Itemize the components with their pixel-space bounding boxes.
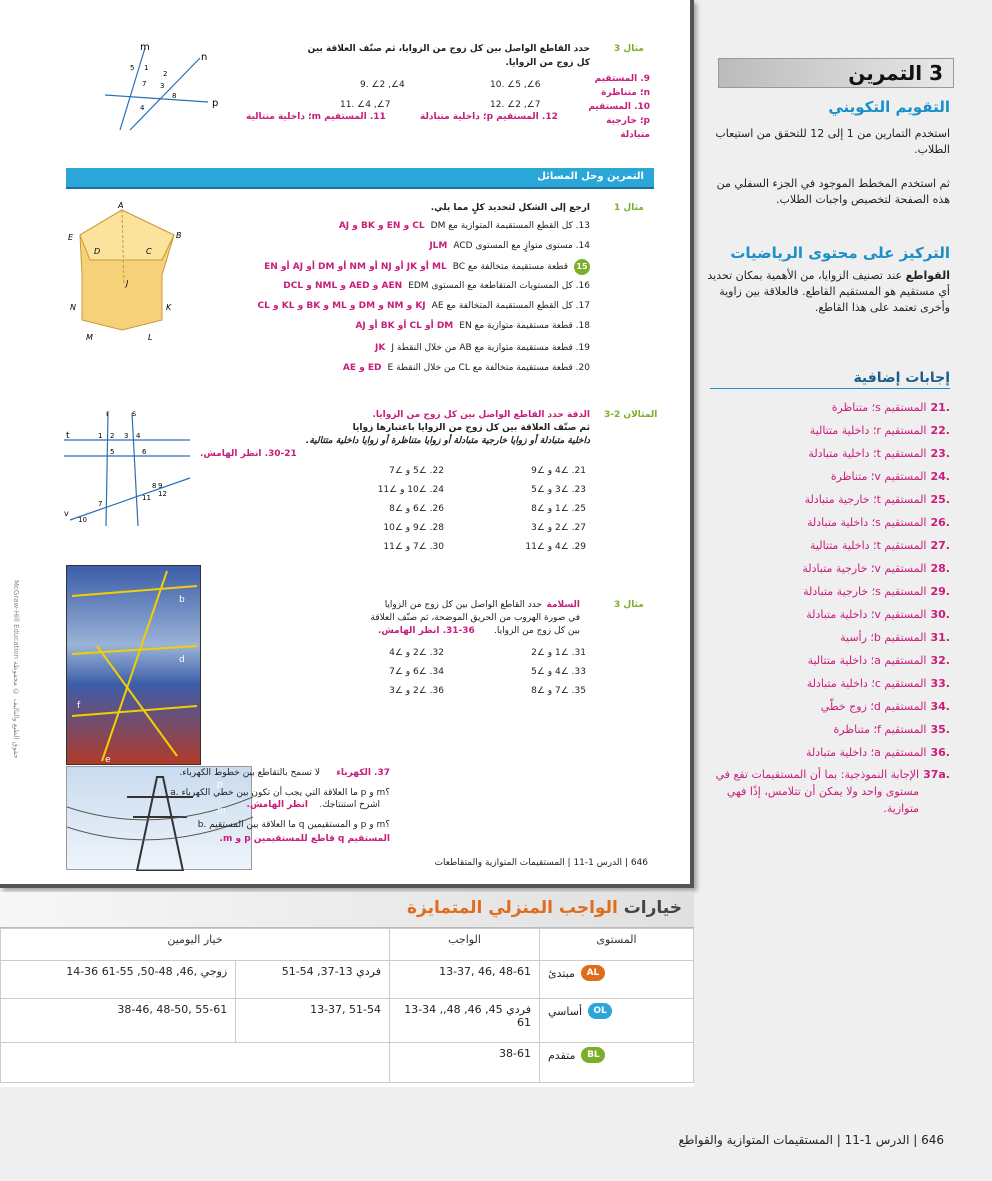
svg-text:5: 5 bbox=[110, 448, 115, 456]
q37-title: 37. الكهرباء bbox=[336, 768, 390, 778]
safety-example-label: مثال 3 bbox=[614, 600, 644, 610]
line-n bbox=[130, 58, 200, 130]
q12: 12. ∠2 ,∠7 bbox=[490, 100, 541, 110]
math-focus-text: عند تصنيف الزوايا، من الأهمية بمكان تحديد أي مستقيم هو المستقيم القاطع. فالعلاقة بين زاوية وأخرى تعتمد على هذا القاطع. bbox=[707, 269, 950, 314]
formative-paragraph-2: ثم استخدم المخطط الموجود في الجزء السفلي من هذه الصفحة لتخصيص واجبات الطلاب. bbox=[716, 177, 950, 206]
answer-9: 9. المستقيم n؛ متناظرة bbox=[594, 74, 650, 98]
svg-text:8: 8 bbox=[172, 92, 177, 100]
svg-text:r: r bbox=[106, 409, 110, 418]
svg-text:1: 1 bbox=[144, 64, 149, 72]
q18: 18. قطعة مستقيمة متوازية مع EN bbox=[459, 321, 590, 331]
example-3-label: مثال 3 bbox=[614, 44, 644, 54]
badge-bl: BL bbox=[581, 1047, 605, 1063]
svg-text:12: 12 bbox=[158, 490, 167, 498]
q15-row bbox=[264, 259, 590, 275]
svg-text:A: A bbox=[118, 201, 124, 210]
svg-text:1: 1 bbox=[98, 432, 103, 440]
svg-text:7: 7 bbox=[142, 80, 147, 88]
q18-row bbox=[355, 319, 590, 333]
cell-two-day-2: 38-46, 48-50, 55-61 bbox=[1, 999, 236, 1043]
cell-two-day bbox=[1, 1043, 390, 1083]
example-1-label: مثال 1 bbox=[614, 203, 644, 213]
answer-37a: 37a. الإجابة النموذجية: بما أن المستقيمات تقع في مستوى واحد ولا يمكن أن تتلامس، إذًا فهي متوازية. bbox=[715, 768, 950, 815]
svg-text:10: 10 bbox=[78, 516, 87, 524]
answer-28: 28. المستقيم v؛ خارجية متبادلة bbox=[802, 562, 950, 575]
table-row bbox=[1, 1043, 694, 1083]
answer-23: 23. المستقيم t؛ داخلية متبادلة bbox=[808, 447, 950, 460]
math-focus-paragraph bbox=[700, 268, 950, 348]
q13-answer: AJ و BK و EN و CL bbox=[338, 221, 425, 231]
answer-32: 32. المستقيم a؛ داخلية متتالية bbox=[807, 654, 950, 667]
q11: 11. ∠4 ,∠7 bbox=[340, 100, 391, 110]
svg-text:D: D bbox=[94, 247, 101, 256]
q13: 13. كل القطع المستقيمة المتوازية مع DM bbox=[430, 221, 590, 231]
answer-26: 26. المستقيم s؛ داخلية متبادلة bbox=[807, 516, 950, 529]
additional-answers-header bbox=[710, 370, 950, 389]
math-focus-heading: التركيز على محتوى الرياضيات bbox=[730, 244, 950, 262]
examples-2-3-label: المثالان 2-3 bbox=[604, 410, 658, 420]
cell-level bbox=[540, 999, 694, 1043]
svg-text:8: 8 bbox=[152, 482, 157, 490]
svg-text:e: e bbox=[105, 755, 111, 765]
svg-text:v: v bbox=[64, 509, 69, 518]
svg-text:t: t bbox=[66, 431, 70, 441]
q10: 10. ∠5 ,∠6 bbox=[490, 80, 541, 90]
cell-two-day-2: 14-36 زوجي ,46, 48-50, 55-61 bbox=[1, 961, 236, 999]
safety-note: 31-36. انظر الهامش. bbox=[378, 626, 475, 636]
pair-21: 21. ∠4 و ∠9 bbox=[531, 466, 586, 476]
safety-text-1: حدد القاطع الواصل بين كل زوج من الزوايا bbox=[384, 600, 542, 610]
pair-31: 31. ∠1 و ∠2 bbox=[531, 648, 586, 658]
cell-level bbox=[540, 961, 694, 999]
svg-text:6: 6 bbox=[142, 448, 147, 456]
answer-11: 11. المستقيم m؛ داخلية متتالية bbox=[246, 112, 386, 122]
svg-text:3: 3 bbox=[124, 432, 129, 440]
pair-28: 28. ∠9 و ∠10 bbox=[383, 523, 444, 533]
teacher-side-column bbox=[700, 0, 992, 888]
section-tab-label: 3 التمرين bbox=[848, 61, 943, 85]
safety-text-2: في صورة الهروب من الحريق الموضحة، ثم صنّف العلاقة bbox=[370, 613, 580, 623]
table-row bbox=[1, 999, 694, 1043]
svg-text:4: 4 bbox=[136, 432, 141, 440]
svg-text:4: 4 bbox=[140, 104, 145, 112]
q19: 19. قطعة مستقيمة متوازية مع AB من خلال النقطة J bbox=[391, 343, 590, 353]
q15-answer: EN أو AJ أو DM أو NM أو NJ أو JK أو ML bbox=[264, 262, 447, 272]
answer-29: 29. المستقيم s؛ خارجية متبادلة bbox=[803, 585, 950, 598]
answer-21: 21. المستقيم s؛ متناظرة bbox=[831, 401, 950, 414]
homework-title: خيارات الواجب المنزلي المتمايزة bbox=[406, 898, 682, 918]
svg-text:E: E bbox=[68, 233, 74, 242]
svg-text:2: 2 bbox=[163, 70, 168, 78]
q18-answer: AJ أو BK أو CL أو DM bbox=[355, 321, 454, 331]
svg-text:N: N bbox=[70, 303, 76, 312]
answer-12: 12. المستقيم p؛ داخلية متبادلة bbox=[420, 112, 558, 122]
header-assignment: الواجب bbox=[390, 929, 540, 961]
answer-35: 35. المستقيم f؛ متناظرة bbox=[833, 723, 950, 736]
pair-29: 29. ∠4 و ∠11 bbox=[525, 542, 586, 552]
pairs-col-d bbox=[364, 644, 444, 701]
level-label: متقدم bbox=[548, 1048, 576, 1062]
safety-text-3: بين كل زوج من الزوايا. bbox=[494, 626, 580, 636]
svg-text:d: d bbox=[179, 655, 185, 665]
q19-answer: JK bbox=[375, 343, 386, 353]
svg-text:11: 11 bbox=[142, 494, 151, 502]
homework-title-bar bbox=[0, 892, 694, 928]
band-title: التمرين وحل المسائل bbox=[537, 171, 644, 182]
pair-26: 26. ∠6 و ∠8 bbox=[389, 504, 444, 514]
svg-text:m: m bbox=[217, 806, 226, 816]
student-page-footer: 646 | الدرس 1-11 | المستقيمات المتوازية والمتقاطعات bbox=[434, 858, 648, 868]
pair-23: 23. ∠3 و ∠5 bbox=[531, 485, 586, 495]
answer-34: 34. المستقيم d؛ زوج خطّي bbox=[820, 700, 950, 713]
svg-text:p: p bbox=[217, 780, 223, 790]
svg-text:J: J bbox=[126, 279, 129, 288]
cell-assignment: 13-37, 46, 48-61 bbox=[390, 961, 540, 999]
safety-title: السلامة bbox=[546, 600, 580, 610]
answer-24: 24. المستقيم v؛ متناظرة bbox=[830, 470, 950, 483]
level-label: أساسي bbox=[548, 1004, 583, 1018]
q16-answer: DCL و NML و AED و AEN bbox=[283, 281, 403, 291]
q17-row bbox=[258, 299, 590, 313]
pairs-col-a bbox=[516, 462, 586, 557]
q37a-line2: اشرح استنتاجك. bbox=[319, 800, 380, 810]
additional-answers-list bbox=[710, 396, 950, 817]
examples-2-3-note: 30-21. انظر الهامش. bbox=[200, 449, 297, 459]
cell-level bbox=[540, 1043, 694, 1083]
pair-30: 30. ∠7 و ∠11 bbox=[383, 542, 444, 552]
line-p bbox=[105, 95, 208, 102]
transversal-diagram-mnp bbox=[100, 40, 230, 135]
formative-paragraph-1: استخدم التمارين من 1 إلى 12 للتحقق من استيعاب الطلاب. bbox=[715, 127, 950, 156]
svg-text:9: 9 bbox=[158, 482, 163, 490]
pair-27: 27. ∠2 و ∠3 bbox=[531, 523, 586, 533]
pair-24: 24. ∠10 و ∠11 bbox=[377, 485, 444, 495]
header-two-day: خيار اليومين bbox=[1, 929, 390, 961]
math-focus-term: القواطع bbox=[905, 269, 950, 282]
q17-answer: CL و KL و BK و ML و DM و NM و KJ bbox=[257, 301, 426, 311]
page-footer: 646 | الدرس 1-11 | المستقيمات المتوازية والقواطع bbox=[678, 1133, 944, 1147]
practice-band bbox=[66, 168, 654, 189]
q19-row bbox=[375, 341, 590, 355]
q13-row bbox=[339, 219, 590, 233]
svg-text:K: K bbox=[166, 303, 172, 312]
section-tab bbox=[718, 58, 954, 88]
transversal-diagram-rstv bbox=[62, 408, 192, 528]
formative-heading: التقويم التكويني bbox=[828, 98, 950, 116]
example-1-instruction: ارجع إلى الشكل لتحديد كلٍ مما يلي. bbox=[430, 203, 590, 213]
svg-text:b: b bbox=[179, 595, 185, 605]
examples-2-3-line3: داخلية متبادلة أو زوايا خارجية متبادلة أو زوايا متناظرة أو زوايا داخلية متتالية. bbox=[305, 436, 590, 446]
cell-two-day-1: 13-37, 51-54 bbox=[236, 999, 390, 1043]
header-level: المستوى bbox=[540, 929, 694, 961]
q15: قطعة مستقيمة متخالفة مع BC bbox=[452, 262, 568, 272]
pair-36: 36. ∠2 و ∠3 bbox=[389, 686, 444, 696]
svg-text:m: m bbox=[140, 42, 150, 53]
answer-25: 25. المستقيم t؛ خارجية متبادلة bbox=[804, 493, 950, 506]
svg-text:C: C bbox=[146, 247, 152, 256]
homework-table bbox=[0, 928, 694, 1083]
example-3-instruction: حدد القاطع الواصل بين كل زوج من الزوايا، ثم صنّف العلاقة بين كل زوج من الزوايا. bbox=[307, 44, 590, 68]
examples-2-3-instruction: الدقة حدد القاطع الواصل بين كل زوج من الزوايا. bbox=[372, 410, 590, 420]
q20-answer: AE و ED bbox=[342, 363, 382, 373]
cell-two-day-1: 51-54 ,فردي 13-37 bbox=[236, 961, 390, 999]
pair-25: 25. ∠1 و ∠8 bbox=[531, 504, 586, 514]
badge-ol: OL bbox=[588, 1003, 612, 1019]
q20: 20. قطعة مستقيمة متخالفة مع CL من خلال النقطة E bbox=[387, 363, 590, 373]
homework-options bbox=[0, 892, 694, 1087]
cell-assignment: 13-34 ,فردي 45, 46, 48, 61 bbox=[390, 999, 540, 1043]
q14-answer: JLM bbox=[429, 241, 448, 251]
pair-34: 34. ∠6 و ∠7 bbox=[389, 667, 444, 677]
svg-text:2: 2 bbox=[110, 432, 115, 440]
cell-assignment: 38-61 bbox=[390, 1043, 540, 1083]
q37a: a. ما العلاقة التي يجب أن تكون بين خطي الكهرباء p و m؟ bbox=[170, 788, 390, 798]
examples-2-3-line2: ثم صنّف العلاقة بين كل زوج من الزوايا باعتبارها زوايا bbox=[352, 423, 590, 433]
answer-27: 27. المستقيم t؛ داخلية متتالية bbox=[810, 539, 950, 552]
svg-text:3: 3 bbox=[160, 82, 165, 90]
q14: 14. مستوى متوازٍ مع المستوى ACD bbox=[453, 241, 590, 251]
additional-answers-heading: إجابات إضافية bbox=[853, 370, 950, 386]
vertical-credit: McGraw-Hill Education حقوق الطبع والتأليف © محفوظة bbox=[12, 580, 20, 759]
q16-row bbox=[283, 279, 590, 293]
answer-31: 31. المستقيم b؛ رأسية bbox=[840, 631, 950, 644]
table-row bbox=[1, 961, 694, 999]
svg-text:L: L bbox=[148, 333, 153, 342]
pair-35: 35. ∠7 و ∠8 bbox=[531, 686, 586, 696]
svg-text:n: n bbox=[201, 52, 208, 63]
svg-text:f: f bbox=[77, 701, 81, 711]
pairs-col-b bbox=[364, 462, 444, 557]
q17: 17. كل القطع المستقيمة المتخالفة مع AE bbox=[431, 301, 590, 311]
pair-33: 33. ∠4 و ∠5 bbox=[531, 667, 586, 677]
answer-22: 22. المستقيم r؛ داخلية متتالية bbox=[809, 424, 950, 437]
q16: 16. كل المستويات المتقاطعة مع المستوى EDM bbox=[408, 281, 590, 291]
svg-text:p: p bbox=[212, 98, 219, 109]
fire-escape-photo bbox=[66, 565, 201, 765]
q20-row bbox=[343, 361, 590, 375]
pair-22: 22. ∠5 و ∠7 bbox=[389, 466, 444, 476]
svg-text:B: B bbox=[176, 231, 182, 240]
svg-text:7: 7 bbox=[98, 500, 103, 508]
svg-text:M: M bbox=[86, 333, 93, 342]
answer-36: 36. المستقيم a؛ داخلية متبادلة bbox=[806, 746, 950, 759]
level-label: مبتدئ bbox=[548, 966, 575, 980]
q9: 9. ∠2 ,∠4 bbox=[360, 80, 405, 90]
q15-badge: 15 bbox=[574, 259, 590, 275]
svg-text:s: s bbox=[132, 409, 137, 418]
answer-33: 33. المستقيم c؛ داخلية متبادلة bbox=[806, 677, 950, 690]
answer-10: 10. المستقيم p؛ خارجية متبادلة bbox=[588, 102, 650, 140]
pair-32: 32. ∠2 و ∠4 bbox=[389, 648, 444, 658]
pairs-col-c bbox=[516, 644, 586, 701]
q37b: b. ما العلاقة بين المستقيم q و المستقيمين p و m؟ bbox=[197, 820, 390, 830]
q37-text: لا تسمح بالتقاطع بين خطوط الكهرباء. bbox=[179, 768, 320, 778]
svg-text:5: 5 bbox=[130, 64, 135, 72]
prism-figure bbox=[62, 200, 192, 345]
badge-al: AL bbox=[581, 965, 605, 981]
q14-row bbox=[429, 239, 590, 253]
q37b-answer: المستقيم q قاطع للمستقيمين p و m. bbox=[219, 834, 390, 844]
q37a-answer: انظر الهامش. bbox=[246, 800, 308, 810]
answer-30: 30. المستقيم v؛ داخلية متبادلة bbox=[806, 608, 950, 621]
